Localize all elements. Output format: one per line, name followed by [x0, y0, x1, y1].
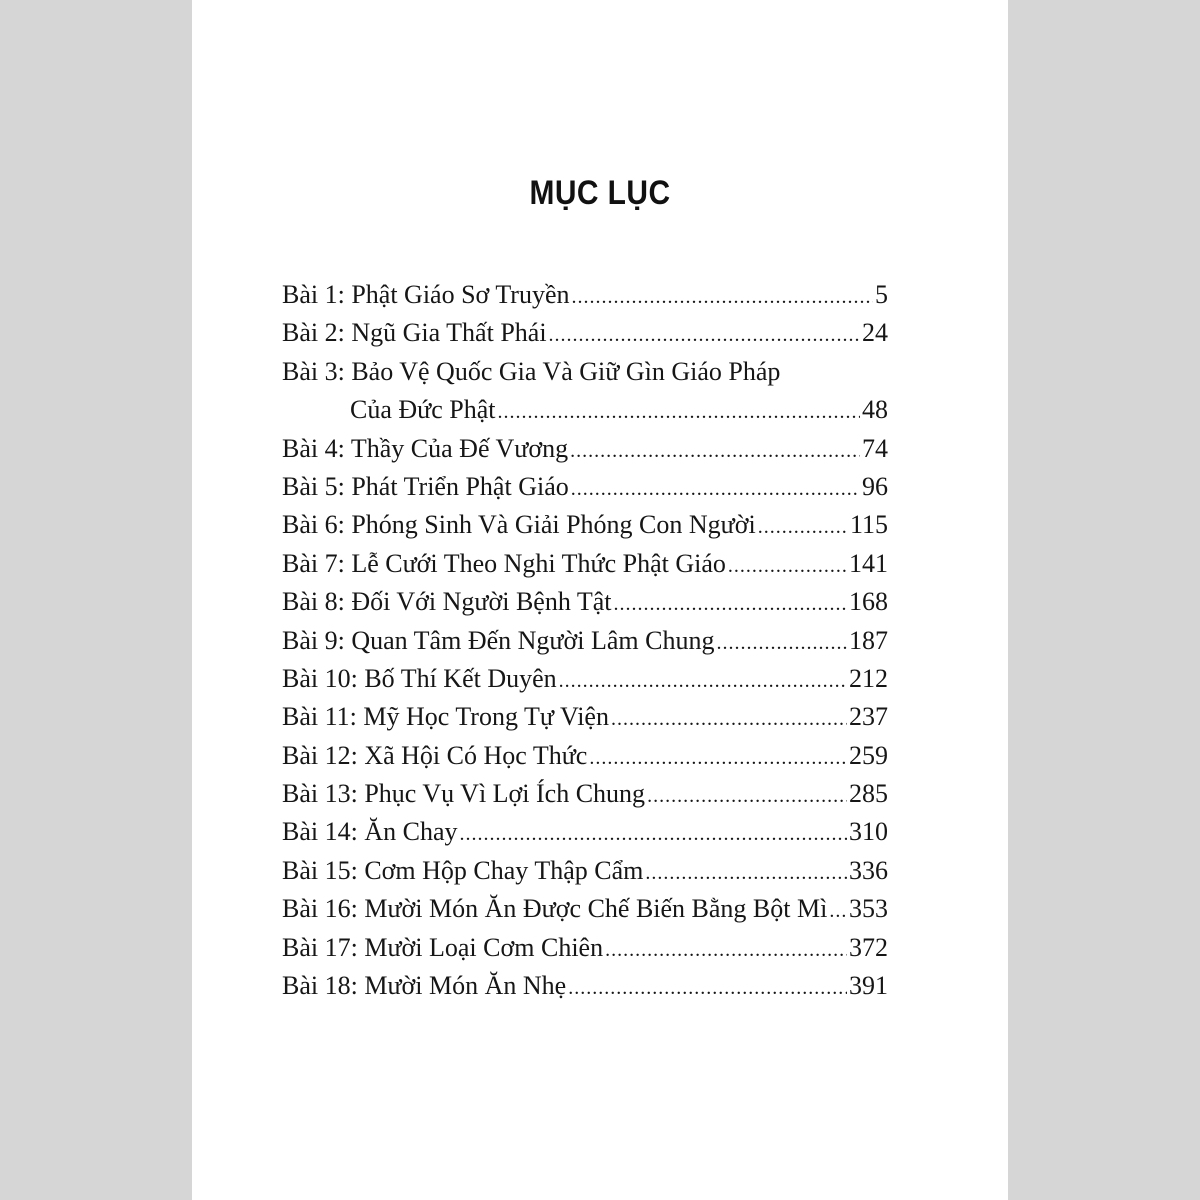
toc-entry-page: 310 — [849, 817, 888, 847]
dot-leader — [728, 547, 847, 585]
toc-entry-page: 24 — [862, 318, 888, 348]
dot-leader — [647, 777, 847, 815]
toc-entry-title: Bài 9: Quan Tâm Đến Người Lâm Chung — [282, 625, 715, 655]
toc-entry-title: Bài 11: Mỹ Học Trong Tự Viện — [282, 702, 609, 732]
toc-entry-title: Bài 7: Lễ Cưới Theo Nghi Thức Phật Giáo — [282, 548, 726, 578]
toc-entry — [282, 353, 888, 430]
toc-entry-title: Bài 8: Đối Với Người Bệnh Tật — [282, 587, 612, 617]
dot-leader — [549, 316, 860, 354]
toc-entry-page: 96 — [862, 471, 888, 501]
toc-entry — [282, 276, 888, 314]
toc-entry-title: Bài 16: Mười Món Ăn Được Chế Biến Bằng Bột Mì — [282, 894, 828, 924]
toc-entry — [282, 852, 888, 890]
toc-entry-title: Bài 6: Phóng Sinh Và Giải Phóng Con Người — [282, 510, 756, 540]
table-of-contents — [282, 276, 888, 1005]
toc-entry-page: 141 — [849, 548, 888, 578]
toc-entry-title-continued: Của Đức Phật — [350, 395, 496, 425]
toc-entry — [282, 660, 888, 698]
toc-entry-title: Bài 2: Ngũ Gia Thất Phái — [282, 318, 547, 348]
toc-entry — [282, 545, 888, 583]
page-title: MỤC LỤC — [529, 174, 671, 212]
toc-entry — [282, 775, 888, 813]
toc-entry — [282, 813, 888, 851]
toc-entry-page: 74 — [862, 433, 888, 463]
toc-entry-title: Bài 4: Thầy Của Đế Vương — [282, 433, 569, 463]
dot-leader — [572, 278, 874, 316]
toc-entry-page: 336 — [849, 855, 888, 885]
dot-leader — [460, 815, 848, 853]
toc-entry — [282, 583, 888, 621]
toc-entry-page: 48 — [862, 395, 888, 425]
toc-entry-title: Bài 14: Ăn Chay — [282, 817, 458, 847]
toc-entry-title: Bài 10: Bố Thí Kết Duyên — [282, 663, 557, 693]
toc-entry-page: 237 — [849, 702, 888, 732]
toc-entry — [282, 506, 888, 544]
dot-leader — [498, 393, 860, 431]
dot-leader — [570, 432, 860, 470]
toc-entry-title: Bài 3: Bảo Vệ Quốc Gia Và Giữ Gìn Giáo Pháp — [282, 356, 781, 386]
toc-entry-page: 285 — [849, 779, 888, 809]
toc-entry — [282, 430, 888, 468]
toc-entry-page: 259 — [849, 740, 888, 770]
dot-leader — [758, 508, 848, 546]
dot-leader — [589, 739, 847, 777]
toc-entry-title: Bài 1: Phật Giáo Sơ Truyền — [282, 280, 570, 309]
dot-leader — [571, 470, 860, 508]
toc-entry — [282, 314, 888, 352]
dot-leader — [605, 931, 847, 969]
toc-entry-page: 212 — [849, 663, 888, 693]
dot-leader — [559, 662, 847, 700]
dot-leader — [614, 585, 847, 623]
toc-entry-page: 372 — [849, 932, 888, 962]
dot-leader — [716, 624, 847, 662]
toc-entry — [282, 698, 888, 736]
toc-entry — [282, 967, 888, 1005]
dot-leader — [568, 969, 847, 1007]
book-page — [192, 0, 1008, 1200]
toc-entry-title: Bài 17: Mười Loại Cơm Chiên — [282, 932, 604, 962]
toc-entry-page: 168 — [849, 587, 888, 617]
toc-entry-title: Bài 18: Mười Món Ăn Nhẹ — [282, 971, 567, 1001]
toc-entry-page: 187 — [849, 625, 888, 655]
toc-entry-title: Bài 13: Phục Vụ Vì Lợi Ích Chung — [282, 779, 646, 809]
toc-entry-page: 353 — [849, 894, 888, 924]
toc-entry — [282, 622, 888, 660]
toc-entry — [282, 737, 888, 775]
dot-leader — [829, 892, 847, 930]
toc-entry-title: Bài 5: Phát Triển Phật Giáo — [282, 471, 569, 501]
toc-entry-page: 5 — [875, 280, 888, 309]
dot-leader — [645, 854, 847, 892]
toc-entry — [282, 468, 888, 506]
toc-entry-title: Bài 12: Xã Hội Có Học Thức — [282, 740, 588, 770]
toc-entry-title: Bài 15: Cơm Hộp Chay Thập Cẩm — [282, 855, 644, 885]
dot-leader — [611, 700, 847, 738]
toc-entry-page: 391 — [849, 971, 888, 1001]
toc-entry — [282, 890, 888, 928]
toc-entry-page: 115 — [849, 510, 888, 540]
toc-entry — [282, 929, 888, 967]
